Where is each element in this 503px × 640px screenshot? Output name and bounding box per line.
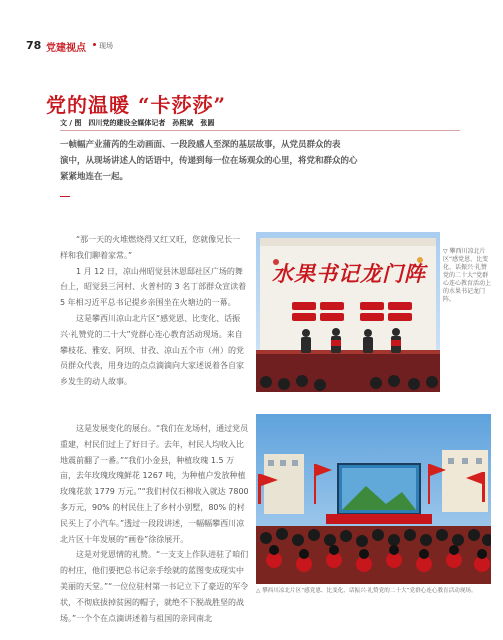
lead-divider xyxy=(60,196,70,197)
body-column-bottom xyxy=(60,421,250,626)
body-paragraph: “那一天的火堆燃烧得又红又旺，您就像兄长一样和我们聊着家常。” xyxy=(60,235,241,260)
banner-text: 水果书记龙门阵 xyxy=(272,261,426,286)
page-number: 78 xyxy=(26,39,42,52)
title-divider xyxy=(60,130,460,131)
article-title: 党的温暖 “卡莎莎” xyxy=(46,93,226,117)
section-name: 党建视点 xyxy=(46,43,86,54)
stage-photo-icon xyxy=(256,232,440,392)
article-lead xyxy=(60,137,452,185)
body-paragraph: 这是攀西川凉山北片区“感党恩、比变化、话振兴·礼赞党的二十大”党群心连心教育活动现场。来自攀枝花、雅安、阿坝、甘孜、凉山五个市（州）的党员群众代表，用身边的点点滴滴向大家述说着各自家乡发生的动人故事。 xyxy=(60,313,244,387)
body-paragraph: 这是发展变化的展台。“我们在龙场村，通过党员重建，村民们过上了好日子。去年，村民人均收入比地震前翻了一番。”“我们小金县，种植玫瑰 1.5 万亩，去年玫瑰玫瑰鲜花 1267 吨，为种植户发放种植玫瑰花款 1779 万元。”“我们村仅石棉收入就达 7800 多万元，90% 的村民住上了乡村小别墅，80% 的村民买上了小汽车。”透过一段段讲述，一幅幅攀西川凉北片区十年发展的“画卷”徐徐展开。 xyxy=(60,424,249,544)
photo-caption: △ 攀西川凉北片区“感党恩、比变化、话振兴·礼赞党的二十大”党群心连心教育活动现场。 xyxy=(256,588,477,594)
photo-caption: ▽ 攀西川凉北片区“感党恩、比变化、话振兴·礼赞党的二十大”党群心连心教育活动上的水果书记龙门阵。 xyxy=(443,248,492,303)
body-column-top xyxy=(60,232,248,390)
crowd-photo xyxy=(256,414,491,584)
body-paragraph: 这是对党恩情的礼赞。“一支支上作队进驻了咱们的村庄，他们要把总书记亲手绘就的蓝图变成现实中美丽的天堂。”“一位位驻村第一书记立下了豪迈的军令状，不彻底拔掉贫困的帽子，就绝不下脱战胜坚的战场。”一个个在点滴讲述着与祖国的亲同南北 xyxy=(60,550,249,623)
lead-line: 一帧幅产业蒲芮的生动画面、一段段感人至深的基层故事，从党员群众的表 xyxy=(60,140,341,150)
lead-line: 演中，从现场讲述人的话语中，传递到每一位在场观众的心里，将党和群众的心 xyxy=(60,156,358,166)
subsection-name: 现场 xyxy=(99,42,113,50)
section-dot-icon xyxy=(93,43,96,46)
crowd-photo-icon xyxy=(256,414,491,584)
lead-line: 紧紧地连在一起。 xyxy=(60,172,129,182)
stage-photo xyxy=(256,232,440,392)
body-paragraph: 1 月 12 日，凉山州昭觉县沐恩邸社区广场的舞台上，昭觉县三河村、火普村的 3 名丁部群众宣读着 5 年相习近平总书记提乡亲围坐在火塘边的一幕。 xyxy=(60,266,247,308)
author-line: 文 / 图 四川党的建设全媒体记者 孙熙斌 张圆 xyxy=(60,119,215,127)
